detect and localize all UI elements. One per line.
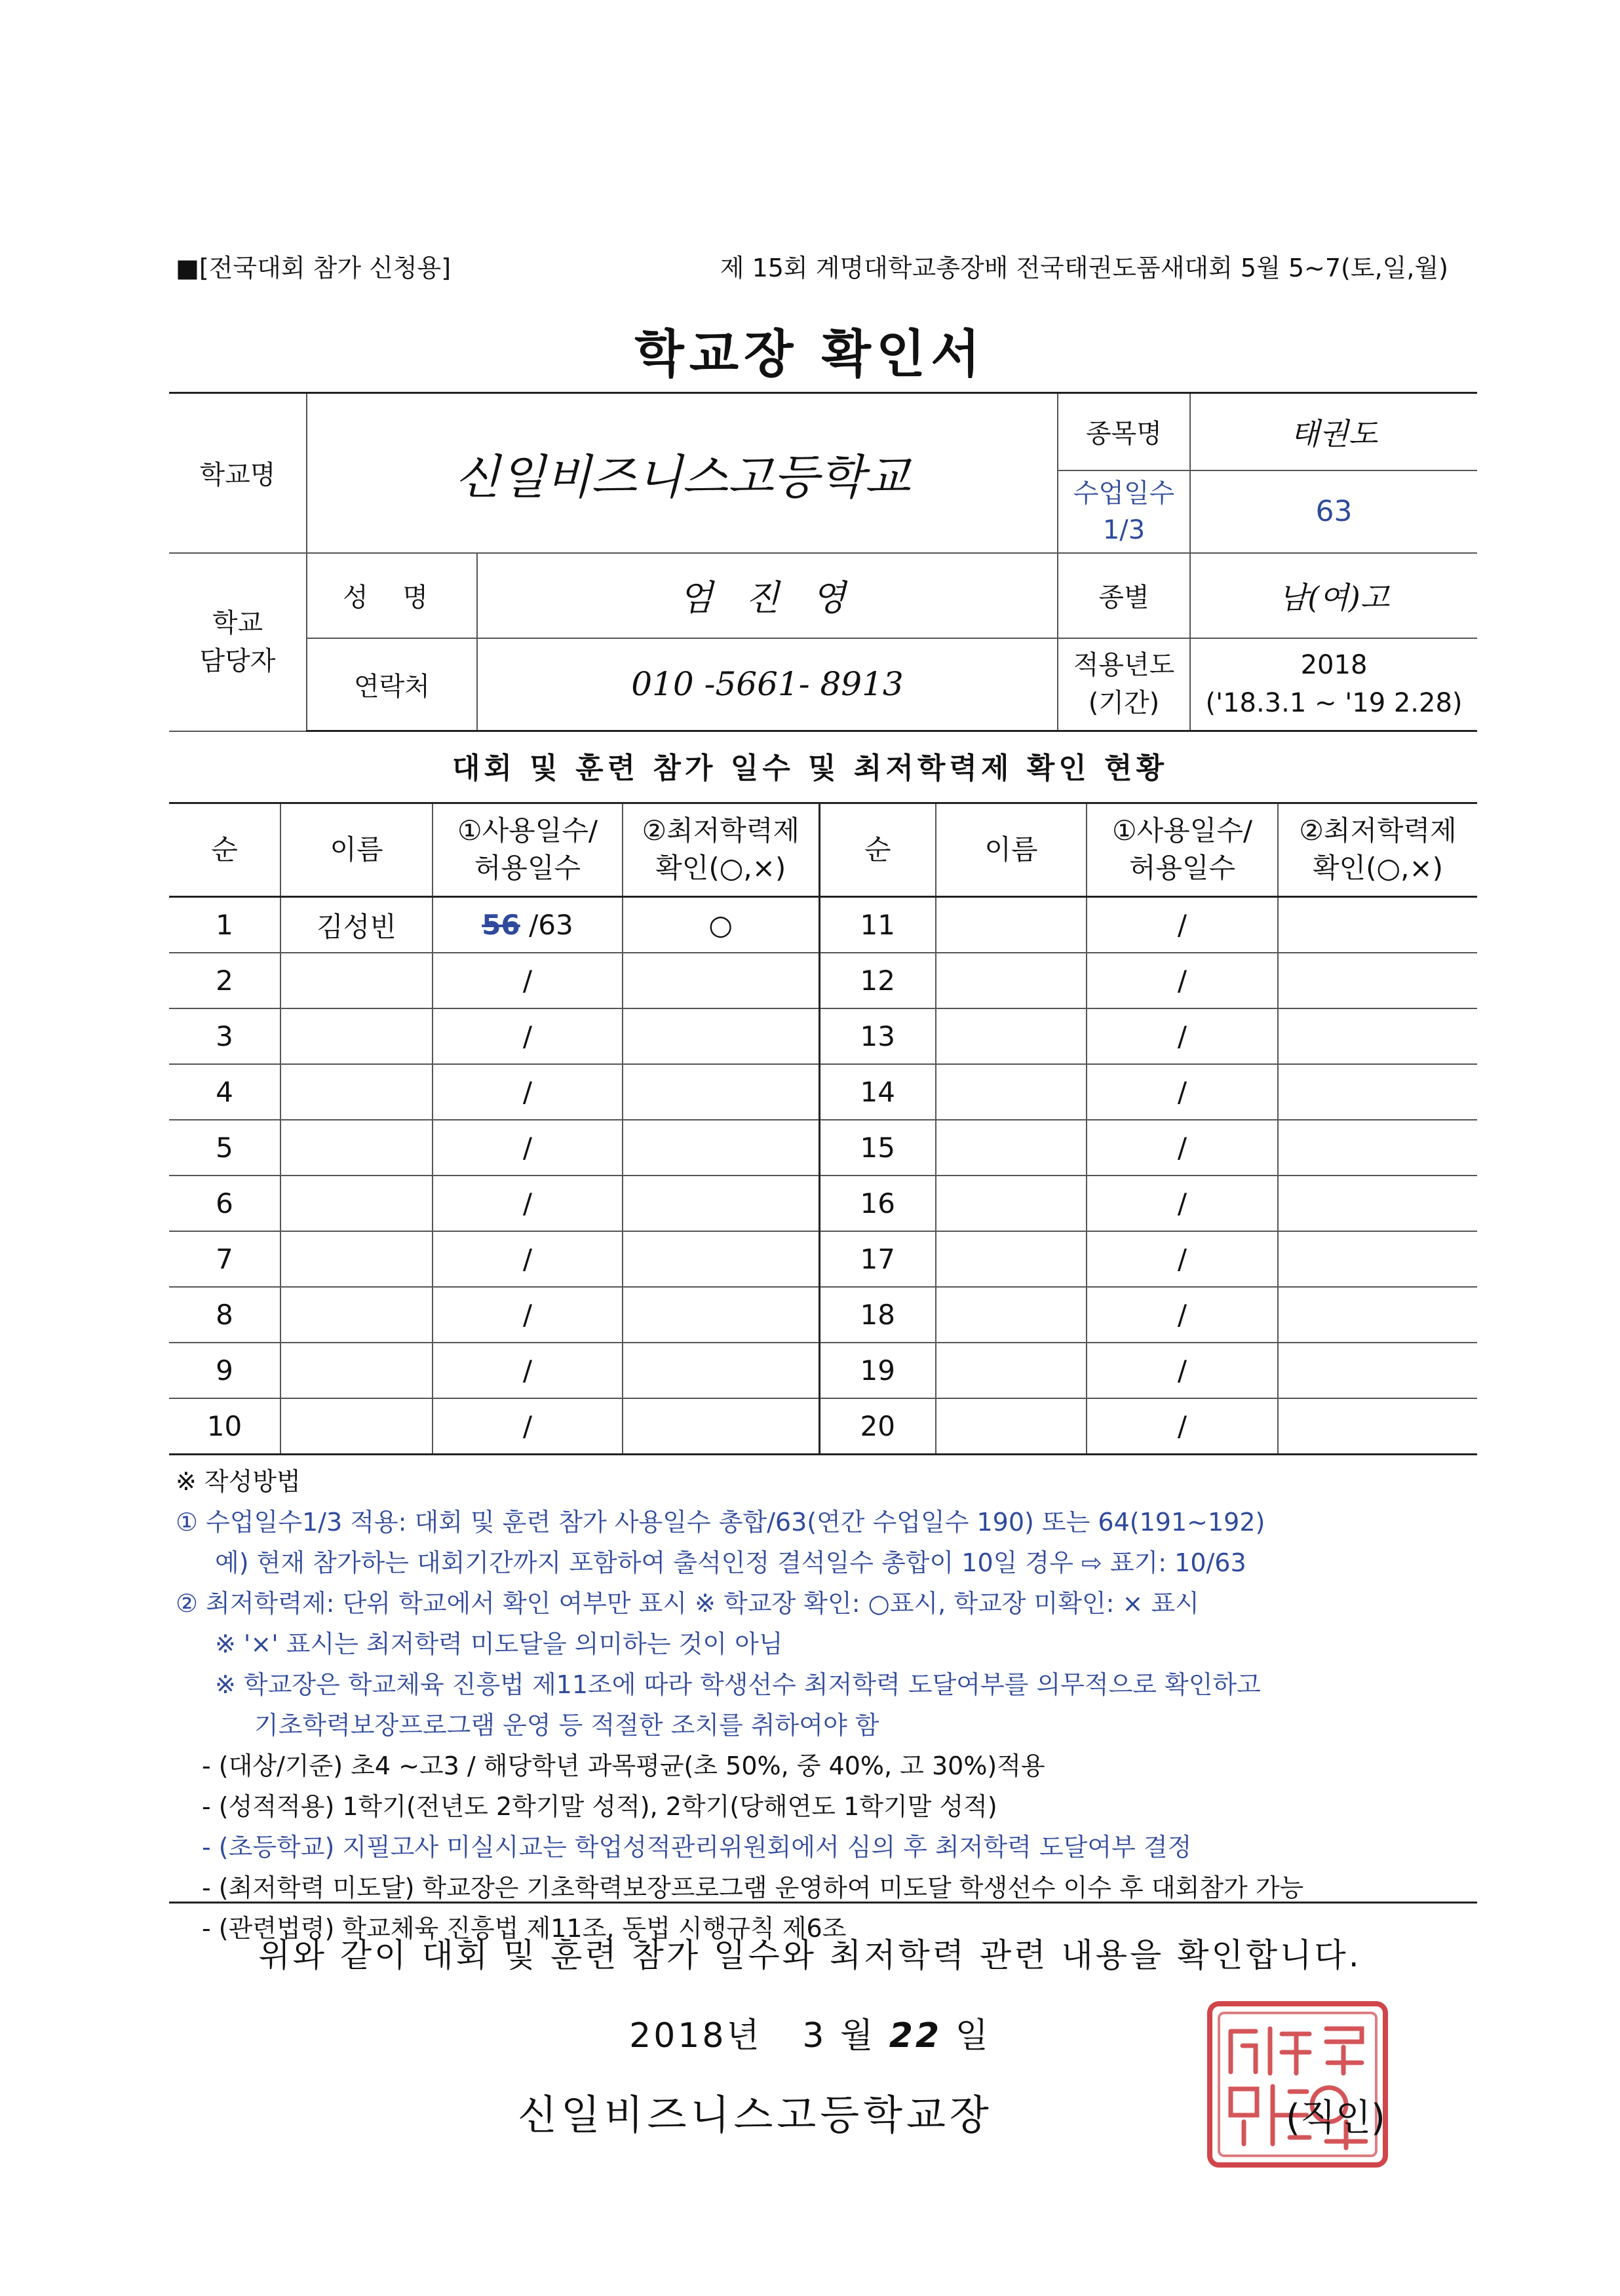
row-name-right bbox=[936, 1398, 1087, 1455]
row-name-right bbox=[936, 953, 1087, 1008]
year-value: 2018 bbox=[1300, 650, 1368, 681]
row-days-right: / bbox=[1087, 1064, 1278, 1120]
header-name-right: 이름 bbox=[936, 803, 1087, 897]
row-check-left bbox=[623, 1008, 819, 1064]
table-row bbox=[169, 1231, 1477, 1287]
note-4a: ※ 학교장은 학교체육 진흥법 제11조에 따라 학생선수 최저학력 도달여부를 의무적으로 확인하고 bbox=[215, 1670, 1261, 1699]
row-name-right bbox=[936, 897, 1087, 953]
date-month-unit: 월 bbox=[839, 2016, 876, 2056]
name-label: 성 명 bbox=[307, 553, 477, 638]
header-days-right-line2: 허용일수 bbox=[1128, 852, 1236, 884]
row-no-right: 17 bbox=[819, 1231, 936, 1287]
category-value: 남(여)고 bbox=[1190, 553, 1477, 638]
row-name-left bbox=[280, 1064, 433, 1120]
row-check-right bbox=[1278, 1287, 1477, 1343]
row-check-right bbox=[1278, 1398, 1477, 1455]
header-check-left bbox=[623, 803, 819, 897]
category-label: 종별 bbox=[1058, 553, 1190, 638]
manager-label-line1: 학교 bbox=[212, 607, 263, 638]
row-days-left: / bbox=[433, 1287, 623, 1343]
form-type-label: ■[전국대회 참가 신청용] bbox=[176, 254, 452, 282]
table-row bbox=[169, 897, 1477, 953]
header-check-right bbox=[1278, 803, 1477, 897]
header-check-left-line2: 확인(○,×) bbox=[655, 852, 786, 884]
row-no-right: 18 bbox=[819, 1287, 936, 1343]
row-check-left bbox=[623, 1231, 819, 1287]
row-check-right bbox=[1278, 897, 1477, 953]
row-days-left: / bbox=[433, 1064, 623, 1120]
row-no-right: 13 bbox=[819, 1008, 936, 1064]
row-no-left: 3 bbox=[169, 1008, 280, 1064]
row-no-left: 5 bbox=[169, 1120, 280, 1176]
table-row bbox=[169, 1343, 1477, 1398]
row-no-left: 1 bbox=[169, 897, 280, 953]
header-days-left bbox=[433, 803, 623, 897]
header-no-right: 순 bbox=[819, 803, 936, 897]
period-value: ('18.3.1 ~ '19 2.28) bbox=[1205, 688, 1463, 719]
header-check-right-line2: 확인(○,×) bbox=[1312, 852, 1444, 884]
row-no-left: 2 bbox=[169, 953, 280, 1008]
row-no-left: 4 bbox=[169, 1064, 280, 1120]
row-check-left bbox=[623, 953, 819, 1008]
note-2: ② 최저학력제: 단위 학교에서 확인 여부만 표시 ※ 학교장 확인: ○표시, 학교장 미확인: × 표시 bbox=[176, 1589, 1199, 1618]
document-title: 학교장 확인서 bbox=[634, 325, 986, 384]
row-no-right: 16 bbox=[819, 1176, 936, 1231]
class-days-label bbox=[1058, 470, 1190, 553]
row-name-left bbox=[280, 1008, 433, 1064]
confirmation-text: 위와 같이 대회 및 훈련 참가 일수와 최저학력 관련 내용을 확인합니다. bbox=[258, 1936, 1362, 1974]
class-days-value: 63 bbox=[1190, 470, 1477, 553]
notes-heading: ※ 작성방법 bbox=[176, 1467, 301, 1496]
row-name-left bbox=[280, 1120, 433, 1176]
row-name-right bbox=[936, 1343, 1087, 1398]
row-no-right: 14 bbox=[819, 1064, 936, 1120]
row-days-right: / bbox=[1087, 1398, 1278, 1455]
detail-4: - (최저학력 미도달) 학교장은 기초학력보장프로그램 운영하여 미도달 학생선수 이수 후 대회참가 가능 bbox=[202, 1873, 1304, 1902]
official-seal-icon bbox=[1205, 2000, 1391, 2169]
header-check-right-line1: ②최저학력제 bbox=[1299, 814, 1457, 847]
row-check-left: ○ bbox=[623, 897, 819, 953]
row-days-right: / bbox=[1087, 953, 1278, 1008]
section-title: 대회 및 훈련 참가 일수 및 최저학력제 확인 현황 bbox=[452, 752, 1168, 785]
date-day-unit: 일 bbox=[955, 2016, 991, 2056]
row-days-left: / bbox=[433, 1120, 623, 1176]
header-name-left: 이름 bbox=[280, 803, 433, 897]
row-used-days-left: 56 bbox=[482, 909, 520, 941]
row-check-right bbox=[1278, 1343, 1477, 1398]
table-row bbox=[169, 1176, 1477, 1231]
row-no-left: 10 bbox=[169, 1398, 280, 1455]
table-row bbox=[169, 1287, 1477, 1343]
detail-1: - (대상/기준) 초4 ~고3 / 해당학년 과목평균(초 50%, 중 40%, 고 30%)적용 bbox=[202, 1751, 1045, 1780]
table-row bbox=[169, 953, 1477, 1008]
header-days-right bbox=[1087, 803, 1278, 897]
row-days-left: / bbox=[433, 1231, 623, 1287]
class-days-label-line1: 수업일수 bbox=[1073, 478, 1175, 508]
seal-mark-label: (직인) bbox=[1286, 2097, 1385, 2139]
row-name-right bbox=[936, 1176, 1087, 1231]
row-check-right bbox=[1278, 1231, 1477, 1287]
row-days-left: / bbox=[433, 1176, 623, 1231]
year-label-line2: (기간) bbox=[1088, 688, 1160, 719]
row-check-left bbox=[623, 1176, 819, 1231]
row-check-right bbox=[1278, 1064, 1477, 1120]
row-no-left: 8 bbox=[169, 1287, 280, 1343]
row-check-left bbox=[623, 1398, 819, 1455]
row-check-right bbox=[1278, 1008, 1477, 1064]
header-no-left: 순 bbox=[169, 803, 280, 897]
row-name-right bbox=[936, 1064, 1087, 1120]
school-info-table bbox=[169, 392, 1477, 732]
table-row bbox=[169, 1064, 1477, 1120]
row-days-left: / bbox=[433, 1398, 623, 1455]
divider bbox=[169, 1902, 1477, 1904]
detail-3: - (초등학교) 지필고사 미실시교는 학업성적관리위원회에서 심의 후 최저학력 도달여부 결정 bbox=[202, 1833, 1192, 1862]
manager-label-line2: 담당자 bbox=[199, 645, 276, 676]
header-days-left-line2: 허용일수 bbox=[474, 852, 581, 884]
row-name-right bbox=[936, 1231, 1087, 1287]
row-no-left: 7 bbox=[169, 1231, 280, 1287]
school-name-value: 신일비즈니스고등학교 bbox=[307, 393, 1058, 553]
header-check-left-line1: ②최저학력제 bbox=[642, 814, 800, 847]
row-days-right: / bbox=[1087, 897, 1278, 953]
date-year: 2018년 bbox=[629, 2016, 762, 2056]
participants-table bbox=[169, 802, 1477, 1455]
row-no-right: 20 bbox=[819, 1398, 936, 1455]
row-check-left bbox=[623, 1343, 819, 1398]
row-days-left: / bbox=[433, 953, 623, 1008]
event-value: 태권도 bbox=[1190, 393, 1477, 470]
class-days-label-line2: 1/3 bbox=[1102, 514, 1146, 545]
row-name-left bbox=[280, 1176, 433, 1231]
table-row bbox=[169, 1120, 1477, 1176]
row-allowed-days-left: /63 bbox=[529, 909, 573, 941]
note-4b: 기초학력보장프로그램 운영 등 적절한 조치를 취하여야 함 bbox=[254, 1711, 879, 1740]
row-days-right: / bbox=[1087, 1176, 1278, 1231]
row-check-right bbox=[1278, 953, 1477, 1008]
detail-5: - (관련법령) 학교체육 진흥법 제11조, 동법 시행규칙 제6조 bbox=[202, 1914, 847, 1943]
contact-label: 연락처 bbox=[307, 638, 477, 731]
date-day: 22 bbox=[889, 2016, 942, 2056]
participants-header-row bbox=[169, 803, 1477, 897]
row-no-right: 19 bbox=[819, 1343, 936, 1398]
row-no-right: 15 bbox=[819, 1120, 936, 1176]
event-title: 제 15회 계명대학교총장배 전국태권도품새대회 5월 5~7(토,일,월) bbox=[720, 254, 1448, 282]
row-name-left bbox=[280, 953, 433, 1008]
row-no-right: 12 bbox=[819, 953, 936, 1008]
row-name-left bbox=[280, 1287, 433, 1343]
manager-label bbox=[169, 553, 307, 731]
row-days-left: / bbox=[433, 1008, 623, 1064]
row-name-left: 김성빈 bbox=[280, 897, 433, 953]
row-days-left bbox=[433, 897, 623, 953]
row-name-right bbox=[936, 1120, 1087, 1176]
year-label bbox=[1058, 638, 1190, 731]
row-check-left bbox=[623, 1287, 819, 1343]
row-days-right: / bbox=[1087, 1120, 1278, 1176]
row-name-left bbox=[280, 1231, 433, 1287]
row-days-left: / bbox=[433, 1343, 623, 1398]
header-days-right-line1: ①사용일수/ bbox=[1111, 814, 1253, 847]
header-days-left-line1: ①사용일수/ bbox=[457, 814, 598, 847]
event-label: 종목명 bbox=[1058, 393, 1190, 470]
year-label-line1: 적용년도 bbox=[1073, 650, 1175, 681]
row-name-right bbox=[936, 1008, 1087, 1064]
row-no-left: 6 bbox=[169, 1176, 280, 1231]
table-row bbox=[169, 1008, 1477, 1064]
note-1a: ① 수업일수1/3 적용: 대회 및 훈련 참가 사용일수 총합/63(연간 수업일수 190) 또는 64(191~192) bbox=[176, 1508, 1265, 1537]
date-month: 3 bbox=[802, 2016, 827, 2056]
row-days-right: / bbox=[1087, 1231, 1278, 1287]
row-days-right: / bbox=[1087, 1008, 1278, 1064]
row-check-right bbox=[1278, 1176, 1477, 1231]
row-check-left bbox=[623, 1064, 819, 1120]
year-value-cell bbox=[1190, 638, 1477, 731]
row-check-right bbox=[1278, 1120, 1477, 1176]
note-1b: 예) 현재 참가하는 대회기간까지 포함하여 출석인정 결석일수 총합이 10일 경우 ⇨ 표기: 10/63 bbox=[215, 1548, 1246, 1577]
row-no-left: 9 bbox=[169, 1343, 280, 1398]
row-name-right bbox=[936, 1287, 1087, 1343]
row-days-right: / bbox=[1087, 1343, 1278, 1398]
detail-2: - (성적적용) 1학기(전년도 2학기말 성적), 2학기(당해연도 1학기말 성적) bbox=[202, 1792, 997, 1821]
note-3: ※ '×' 표시는 최저학력 미도달을 의미하는 것이 아님 bbox=[215, 1630, 783, 1658]
row-check-left bbox=[623, 1120, 819, 1176]
instructions-block bbox=[176, 1461, 1480, 1949]
row-name-left bbox=[280, 1343, 433, 1398]
row-days-right: / bbox=[1087, 1287, 1278, 1343]
row-no-right: 11 bbox=[819, 897, 936, 953]
principal-title: 신일비즈니스고등학교장 bbox=[518, 2091, 993, 2139]
table-row bbox=[169, 1398, 1477, 1455]
row-name-left bbox=[280, 1398, 433, 1455]
name-value: 엄 진 영 bbox=[477, 553, 1058, 638]
contact-value: 010 -5661- 8913 bbox=[477, 638, 1058, 731]
school-name-label: 학교명 bbox=[169, 393, 307, 553]
